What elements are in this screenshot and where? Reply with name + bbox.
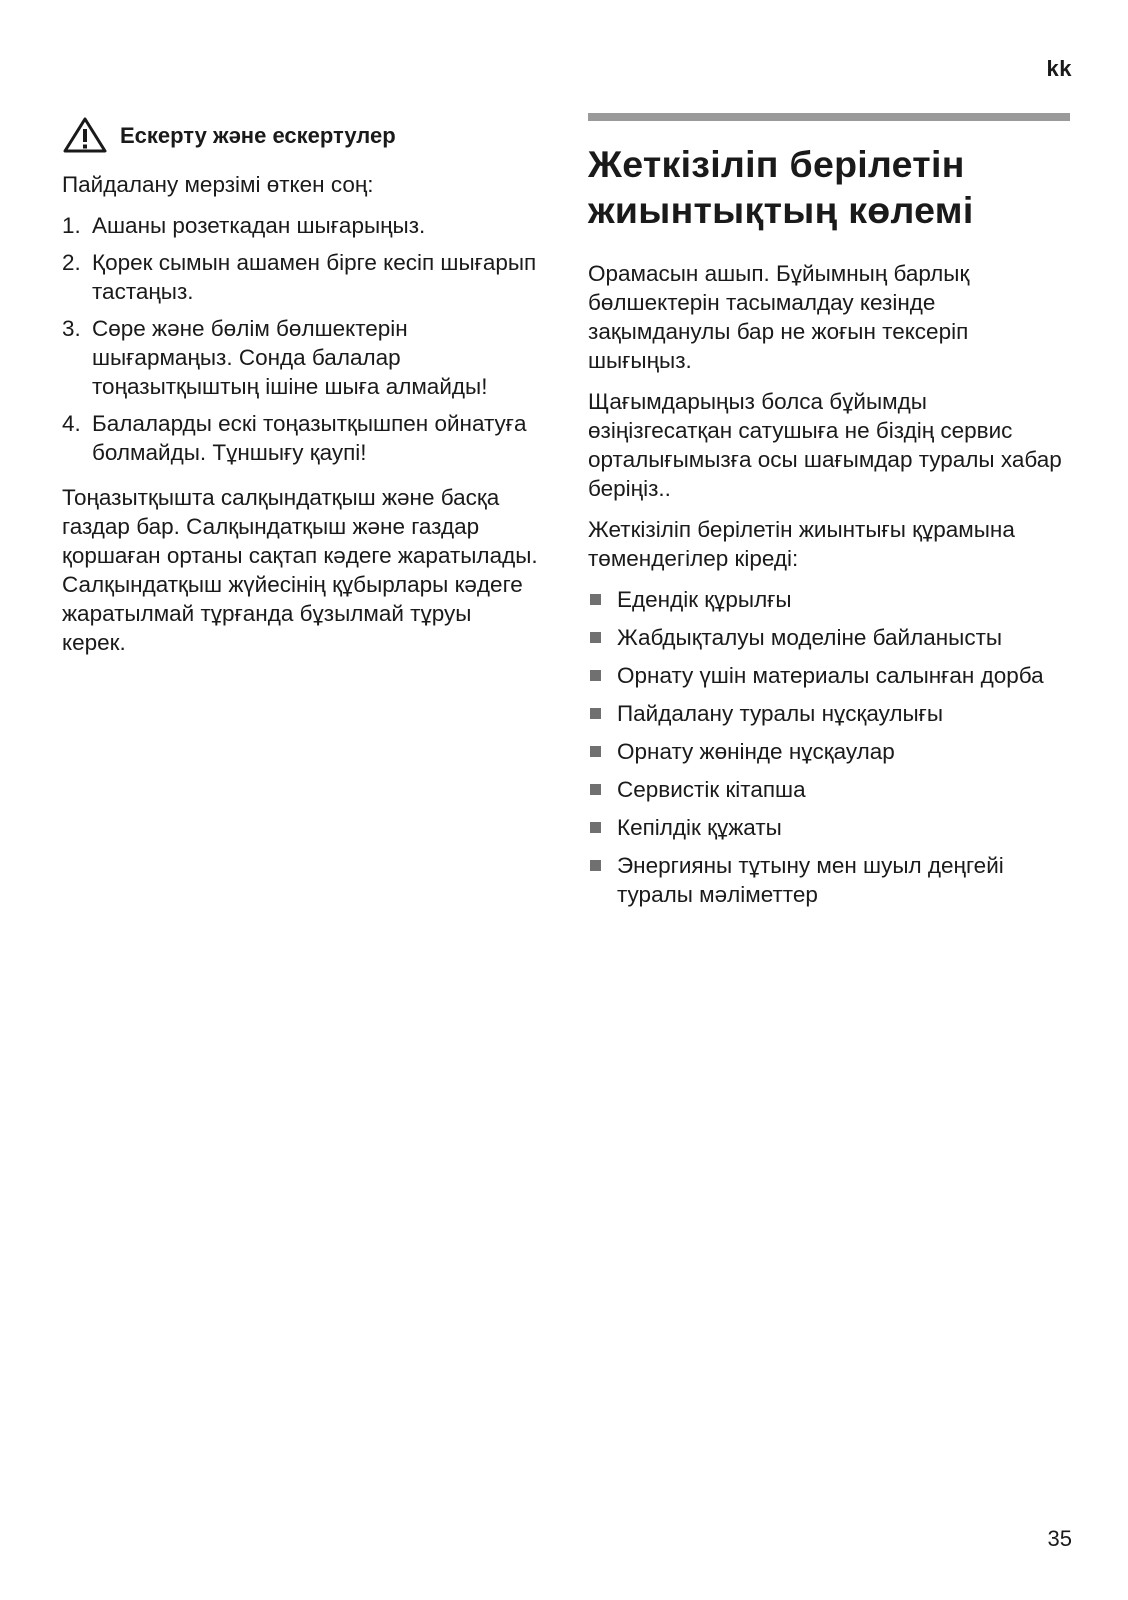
step-number: 2.: [62, 250, 81, 275]
list-item: [62, 248, 540, 306]
warning-heading: [62, 116, 540, 154]
square-bullet-icon: [590, 670, 601, 681]
delivery-contents-list: [588, 585, 1070, 909]
step-number: 1.: [62, 213, 81, 238]
list-item-text: Сервистік кітапша: [617, 777, 806, 802]
list-item-text: Жабдықталуы моделіне байланысты: [617, 625, 1003, 650]
step-number: 3.: [62, 316, 81, 341]
square-bullet-icon: [590, 822, 601, 833]
warning-section: [62, 110, 540, 669]
square-bullet-icon: [590, 784, 601, 795]
step-number: 4.: [62, 411, 81, 436]
list-item: [588, 623, 1070, 652]
section-heading: Жеткізіліп берілетін жиынтықтың көлемі: [588, 143, 974, 231]
list-item: [62, 211, 540, 240]
list-item: [588, 737, 1070, 766]
square-bullet-icon: [590, 746, 601, 757]
list-item-text: Кепілдік құжаты: [617, 815, 782, 840]
refrigerant-paragraph: Тоңазытқышта салқындатқыш және басқа газдар бар. Салқындатқыш және газдар қоршаған ортаны сақтап кәдеге жаратылады. Салқындатқыш жүйесінің құбырлары кәдеге жаратылмай тұрғанда бұзылмай тұруы керек.: [62, 485, 538, 655]
list-item: [62, 409, 540, 467]
list-item: [588, 813, 1070, 842]
language-code: kk: [1046, 56, 1072, 81]
list-item-text: Энергияны тұтыну мен шуыл деңгейі туралы мәліметтер: [617, 853, 1004, 907]
contents-intro: Жеткізіліп берілетін жиынтығы құрамына төмендегілер кіреді:: [588, 517, 1015, 571]
list-item-text: Едендік құрылғы: [617, 587, 792, 612]
list-item: [588, 851, 1070, 909]
disposal-steps-list: [62, 211, 540, 467]
list-item: [588, 699, 1070, 728]
step-text: Қорек сымын ашамен бірге кесіп шығарып тастаңыз.: [92, 250, 537, 304]
step-text: Балаларды ескі тоңазытқышпен ойнатуға болмайды. Тұншығу қаупі!: [92, 411, 527, 465]
square-bullet-icon: [590, 594, 601, 605]
warning-intro: Пайдалану мерзімі өткен соң:: [62, 172, 374, 197]
unpack-paragraph: Орамасын ашып. Бұйымның барлық бөлшектерін тасымалдау кезінде зақымданулы бар не жоғын тексеріп шығыңыз.: [588, 261, 970, 373]
warning-title: Ескерту және ескертулер: [120, 122, 396, 148]
scope-of-delivery-section: [588, 113, 1070, 918]
square-bullet-icon: [590, 708, 601, 719]
step-text: Сөре және бөлім бөлшектерін шығармаңыз. Сонда балалар тоңазытқыштың ішіне шыға алмайды!: [92, 316, 488, 399]
list-item: [588, 585, 1070, 614]
section-divider: [588, 113, 1070, 121]
list-item-text: Орнату үшін материалы салынған дорба: [617, 663, 1044, 688]
list-item-text: Пайдалану туралы нұсқаулығы: [617, 701, 944, 726]
list-item-text: Орнату жөнінде нұсқаулар: [617, 739, 895, 764]
list-item: [62, 314, 540, 401]
complaints-paragraph: Щағымдарыңыз болса бұйымды өзіңізгесатқан сатушыға не біздің сервис орталығымызға осы шағымдар туралы хабар беріңіз..: [588, 389, 1062, 501]
warning-triangle-icon: [62, 116, 108, 154]
list-item: [588, 661, 1070, 690]
square-bullet-icon: [590, 860, 601, 871]
list-item: [588, 775, 1070, 804]
square-bullet-icon: [590, 632, 601, 643]
step-text: Ашаны розеткадан шығарыңыз.: [92, 213, 426, 238]
page-number: 35: [1047, 1526, 1072, 1551]
